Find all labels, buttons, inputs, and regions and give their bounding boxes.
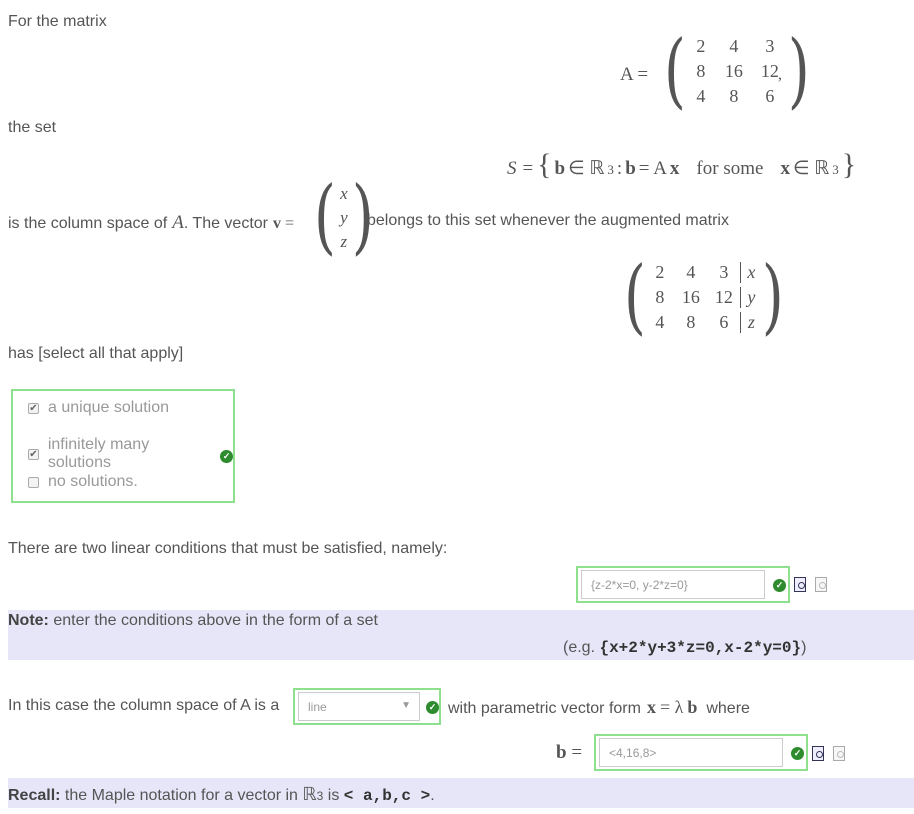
syntax-help-icon[interactable] xyxy=(815,577,827,592)
matrix-cell: x xyxy=(340,184,348,203)
vec-v: v xyxy=(273,215,281,232)
set-for-some: for some xyxy=(696,158,764,179)
set-x2: x xyxy=(780,158,790,179)
vector-v xyxy=(314,170,374,265)
intro-text: For the matrix xyxy=(8,13,107,30)
shape-select[interactable] xyxy=(298,692,420,721)
checkbox-none[interactable] xyxy=(28,477,39,488)
check-circle-icon: ✓ xyxy=(220,450,233,463)
note-bold: Note: xyxy=(8,612,49,629)
recall-band xyxy=(8,778,914,808)
has-text: has [select all that apply] xyxy=(8,345,184,362)
matrix-cell: 12 xyxy=(760,61,779,81)
recall-text xyxy=(8,784,435,805)
matrix-a xyxy=(664,23,810,118)
note-body: enter the conditions above in the form of a set xyxy=(48,612,378,629)
recall-sup: 3 xyxy=(316,789,324,803)
left-paren: ( xyxy=(624,249,646,344)
line-sentence-before: In this case the column space of A is a xyxy=(8,697,280,714)
b-label xyxy=(556,742,582,764)
param-b: b xyxy=(687,697,698,717)
param-where: where xyxy=(706,700,750,717)
set-eq: = A xyxy=(638,158,667,179)
note-eg-suffix: ) xyxy=(801,639,807,656)
set-in1: ∈ ℝ xyxy=(568,158,605,179)
b-eq: = xyxy=(571,742,583,763)
syntax-help-icon[interactable] xyxy=(833,746,845,761)
matrix-cell: 4 xyxy=(686,262,696,282)
recall-code: < a,b,c > xyxy=(343,787,431,805)
colspace-text-2: . The vector xyxy=(183,215,268,232)
matrix-cell: x xyxy=(740,262,762,283)
note-band xyxy=(8,610,914,660)
matrix-cell: 2 xyxy=(696,36,706,56)
matrix-cell: 16 xyxy=(681,287,700,307)
right-paren: ) xyxy=(351,170,374,265)
line-sentence-after xyxy=(448,697,750,718)
set-b1: b xyxy=(554,158,566,179)
set-x1: x xyxy=(669,158,680,179)
belongs-text: belongs to this set whenever the augmented matrix xyxy=(367,212,729,229)
matrix-cell: 8 xyxy=(686,312,696,332)
matrix-cell: 8 xyxy=(696,61,706,81)
matrix-cell: y xyxy=(740,287,762,308)
matrix-cell: z xyxy=(340,232,348,251)
conditions-field-box xyxy=(576,566,790,603)
checkbox-infinite[interactable]: ✔ xyxy=(29,448,38,460)
matrix-cell: 16 xyxy=(724,61,743,81)
recall-is: is xyxy=(323,787,344,804)
conditions-input[interactable]: {z-2*x=0, y-2*z=0} xyxy=(581,570,765,599)
left-paren: ( xyxy=(664,23,686,118)
vec-eq: = xyxy=(285,215,295,232)
dropdown-arrow-icon: ▼ xyxy=(401,700,411,711)
preview-icon[interactable] xyxy=(812,746,824,761)
recall-body: the Maple notation for a vector in xyxy=(60,787,303,804)
augmented-matrix xyxy=(624,249,784,344)
matrix-cell: 8 xyxy=(655,287,665,307)
matrix-cell: y xyxy=(340,208,348,227)
matrix-cell: 3 xyxy=(719,262,729,282)
option-none-label: no solutions. xyxy=(48,473,138,490)
colspace-text-1: is the column space of xyxy=(8,215,168,232)
set-sup1: 3 xyxy=(607,162,614,177)
the-set-text: the set xyxy=(8,119,57,136)
set-definition xyxy=(507,148,856,182)
checkbox-unique[interactable]: ✔ xyxy=(29,402,38,414)
param-eq: = λ xyxy=(659,697,684,717)
preview-icon[interactable] xyxy=(794,577,806,592)
note-text xyxy=(8,612,378,630)
set-b2: b xyxy=(625,158,636,179)
line-after-text: with parametric vector form xyxy=(448,700,641,717)
colspace-sentence xyxy=(8,212,294,234)
shape-select-value: line xyxy=(308,699,327,714)
option-unique[interactable] xyxy=(28,399,169,417)
option-infinite-label: infinitely many solutions xyxy=(47,436,150,471)
check-circle-icon: ✓ xyxy=(426,701,439,714)
line-select-box xyxy=(293,688,441,725)
matrix-cell: 3 xyxy=(765,36,775,56)
option-none[interactable] xyxy=(28,473,138,491)
option-unique-label: a unique solution xyxy=(48,399,169,416)
recall-bold: Recall: xyxy=(8,787,61,804)
set-open-brace: { xyxy=(537,148,552,181)
check-circle-icon: ✓ xyxy=(773,579,786,592)
set-close-brace: } xyxy=(841,148,857,181)
note-eg-prefix: (e.g. xyxy=(563,639,600,656)
left-paren: ( xyxy=(314,170,336,265)
check-circle-icon: ✓ xyxy=(791,747,804,760)
matrix-a-label: A = xyxy=(620,64,649,85)
matrix-cell: 2 xyxy=(655,262,665,282)
set-lhs: S = xyxy=(507,158,535,179)
note-eg-code: {x+2*y+3*z=0,x-2*y=0} xyxy=(599,639,802,657)
matrix-cell: 6 xyxy=(765,86,775,106)
recall-end: . xyxy=(430,787,435,804)
matrix-cell: 8 xyxy=(729,86,739,106)
b-letter: b xyxy=(556,742,567,763)
matrix-cell: 6 xyxy=(719,312,729,332)
matrix-cell: 4 xyxy=(696,86,706,106)
colspace-a: A xyxy=(172,212,184,233)
set-colon: : xyxy=(616,158,623,179)
set-sup2: 3 xyxy=(832,162,839,177)
b-input[interactable]: <4,16,8> xyxy=(599,738,783,767)
set-in2: ∈ ℝ xyxy=(792,158,830,179)
conditions-text: There are two linear conditions that must be satisfied, namely: xyxy=(8,540,448,557)
param-x: x xyxy=(646,697,656,717)
option-infinite[interactable] xyxy=(28,436,233,472)
matrix-trailing-comma: , xyxy=(778,66,782,83)
matrix-cell: 4 xyxy=(729,36,739,56)
note-example xyxy=(563,639,806,657)
b-field-box xyxy=(594,734,808,771)
right-paren: ) xyxy=(787,23,810,118)
answer-options-panel xyxy=(11,389,235,503)
right-paren: ) xyxy=(761,249,784,344)
matrix-cell: 4 xyxy=(655,312,665,332)
matrix-cell: 12 xyxy=(714,287,733,307)
matrix-cell: z xyxy=(740,312,762,333)
recall-r: ℝ xyxy=(302,784,317,804)
